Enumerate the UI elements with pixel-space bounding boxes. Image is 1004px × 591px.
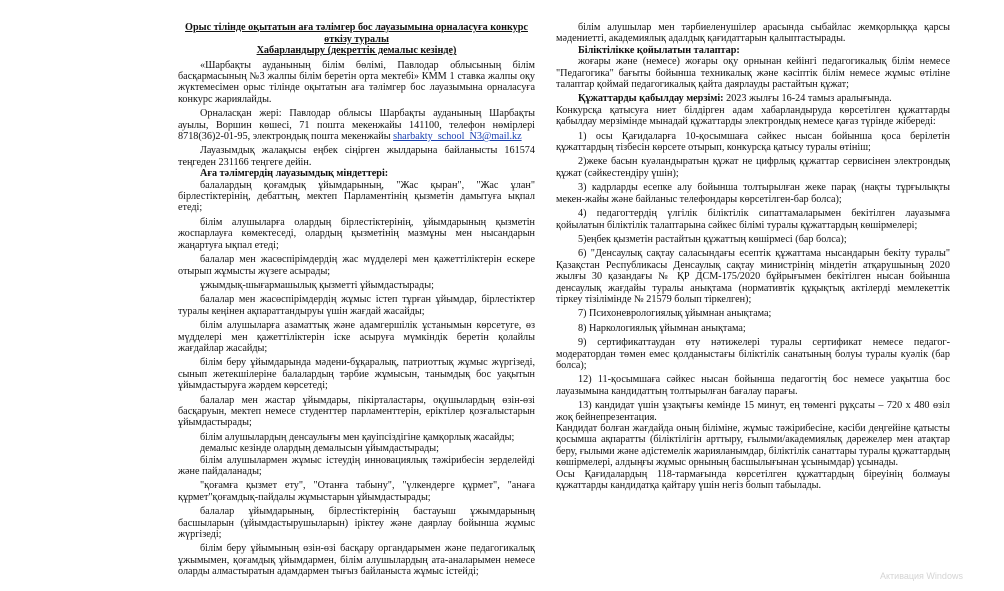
document-item: 4) педагогтердің үлгілік біліктілік сипаттамаларымен бекітілген лауазымға қойылатын біліктілік талаптарына сәйкес білімі туралы құжаттардың көшірмелері; <box>556 208 950 231</box>
right-column <box>556 22 950 491</box>
document-item: 9) сертификаттаудан өту нәтижелері туралы сертификат немесе педагог-модератордан төмен емес қолданыстағы біліктілік санатының болуы туралы куәлік (бар болса); <box>556 337 950 371</box>
duty-item: білім беру ұйымының өзін-өзі басқару органдарымен және педагогикалық ұжымымен, қоғамдық ұйымдармен, білім алушылардың ата-аналарымен немесе оларды алмастыратын адамдармен тығыз байланыста жұмыс істейді; <box>178 543 535 578</box>
location-text: Орналасқан жері: Павлодар облысы Шарбақты ауданының Шарбақты ауылы, Воршин көшесі, 71 пошта мекенжайы 141100, телефон нөмірлері 8718(36)2-01-95, электрондық пошта мекенжайы <box>178 108 535 143</box>
deadline-paragraph <box>556 93 950 104</box>
qualification-text: жоғары және (немесе) жоғары оқу орнынан кейінгі педагогикалық білім немесе "Педагогика" бағыты бойынша техникалық және кәсіптік білім немесе жұмыс өтіліне талаптар қоймай педагогикалық қайта даярлауды растайтын құжат; <box>556 56 950 91</box>
duty-item: білім алушыларға олардың бірлестіктерінің, ұйымдарының қызметін жоспарлауға көмектеседі, олардың қызметінің мазмұны мен нысандарын жаңартуға ықпал етеді; <box>178 216 535 251</box>
duty-item: балалар мен жастар ұйымдары, пікірталастары, оқушылардың өзін-өзі басқаруын, мектеп немесе студенттер парламенттерін, еріктілер қозғалыстарын ұйымдастырады; <box>178 394 535 429</box>
continuation-paragraph: білім алушылар мен тәрбиеленушілер арасында сыбайлас жемқорлыққа қарсы мәдениетті, академиялық адалдық қағидаттарын қалыптастырады. <box>556 22 950 45</box>
duty-item: "қоғамға қызмет ету", "Отанға табыну", "үлкендерге құрмет", "анаға құрмет"қоғамдық-пайдалы жұмыстарын ұйымдастырады; <box>178 480 535 503</box>
document-item: 3) кадрларды есепке алу бойынша толтырылған жеке парақ (нақты тұрғылықты мекен-жайы және байланыс телефондары көрсетілген-бар болса); <box>556 182 950 205</box>
announcement-title: Орыс тілінде оқытатын аға тәлімгер бос лауазымына орналасуға конкурс өткізу туралы <box>185 22 528 45</box>
duty-item: балалардың қоғамдық ұйымдарының, "Жас қыран", "Жас ұлан" бірлестіктерінің, дебаттың, мектеп Парламентінің қызметін дамытуға ықпал етеді; <box>178 179 535 214</box>
candidate-note: Кандидат болған жағдайда оның біліміне, жұмыс тәжірибесіне, кәсіби деңгейіне қатысты қосымша ақпаратты (біліктілігін арттыру, ғылыми/академиялық дәрежелер мен атақтар беру, ғылыми және әдістемелік жарияланымдар, біліктілік санаттары туралы құжаттардың көшірмелері, алдыңғы жұмыс орнының басшылығынан ұсынымдар) ұсынады. <box>556 423 950 469</box>
document-item: 1) осы Қағидаларға 10-қосымшаға сәйкес нысан бойынша қоса берілетін құжаттардың тізбесін көрсете отырып, конкурсқа қатысу туралы өтініш; <box>556 130 950 154</box>
email-link[interactable]: sharbakty_school_N3@mail.kz <box>393 131 522 143</box>
duty-item: білім алушыларға азаматтық және адамгершілік ұстанымын көрсетуге, өз мүдделері мен қажеттіліктерін іске асыруға мүмкіндік беретін қолайлы жағдайлар жасайды; <box>178 320 535 354</box>
location-paragraph <box>178 108 535 142</box>
intro-paragraph: «Шарбақты ауданының білім бөлімі, Павлодар облысының білім басқармасының №3 жалпы білім беретін орта мектебі» КММ 1 ставка жалпы оқу жүктемесімен орыс тілінде оқытатын аға тәлімгер бос лауазымына орналасуға конкурс жариялайды. <box>178 59 535 105</box>
document-item: 7) Психоневрологиялық ұйымнан анықтама; <box>578 308 772 320</box>
faint-watermark-text: Активация Windows <box>880 571 963 581</box>
announcement-subtitle: Хабарландыру (декреттік демалыс кезінде) <box>256 45 457 57</box>
document-item: 13) кандидат үшін ұзақтығы кемінде 15 минут, ең төменгі рұқсаты – 720 x 480 өзіл жоқ бейнепрезентация. <box>556 400 950 423</box>
duty-item: балалар мен жасөспірімдердің жұмыс істеп тұрған ұйымдар, бірлестіктер туралы кеңінен ақпараттандыруы үшін жағдай жасайды; <box>178 294 535 317</box>
document-item: 2)жеке басын куәландыратын құжат не цифрлық құжаттар сервисінен электрондық құжат (сәйкестендіру үшін); <box>556 156 950 179</box>
qualification-heading: Біліктілікке қойылатын талаптар: <box>578 44 740 56</box>
final-note: Осы Қағидалардың 118-тармағында көрсетілген құжаттардың біреуінің болмауы құжаттарды кандидатқа қайтару үшін негіз болып табылады. <box>556 468 950 492</box>
documents-list <box>556 131 950 423</box>
left-column <box>178 22 535 578</box>
duties-heading: Аға тәлімгердің лауазымдық міндеттері: <box>200 168 389 180</box>
deadline-value: 2023 жылғы 16-24 тамыз аралығында. <box>723 93 892 105</box>
duty-item: балалар мен жасөспірімдердің жас мүдделері мен қажеттіліктерін ескере отырып жұмысты жүзеге асырады; <box>178 254 535 277</box>
document-item: 5)еңбек қызметін растайтын құжаттың көшірмесі (бар болса); <box>578 233 847 245</box>
duty-item: балалар ұйымдарының, бірлестіктерінің бастауыш ұжымдарының басшыларын (ұйымдастырушыларын) іріктеу және даярлау бойынша жұмыс жүргізеді; <box>178 506 535 541</box>
duty-item: білім алушылармен жұмыс істеудің инновациялық тәжірибесін зерделейді және пайдаланады; <box>178 454 535 477</box>
documents-intro: Конкурсқа қатысуға ниет білдірген адам хабарландыруда көрсетілген құжаттарды қабылдау мерзімінде мынадай құжаттарды электрондық немесе қағаз түрінде жібереді: <box>556 104 950 128</box>
document-item: 8) Наркологиялық ұйымнан анықтама; <box>578 322 746 334</box>
document-item: 6) "Денсаулық сақтау саласындағы есептік құжаттама нысандарын бекіту туралы" Қазақстан Республикасы Денсаулық сақтау министрінің міндетін атқарушының 2020 жылғы 30 қазандағы № ҚР ДСМ-175/2020 бұйрығымен бекітілген нысан бойынша денсаулық жағдайы туралы анықтама (нормативтік құқықтық актілерді мемлекеттік тіркеу тізілімінде № 21579 болып тіркелген); <box>556 248 950 305</box>
deadline-label: Құжаттарды қабылдау мерзімі: <box>578 93 724 105</box>
duty-item: білім алушылардың денсаулығы мен қауіпсіздігіне қамқорлық жасайды; <box>200 431 515 443</box>
duty-item: ұжымдық-шығармашылық қызметті ұйымдастырады; <box>200 279 434 291</box>
document-item: 12) 11-қосымшаға сәйкес нысан бойынша педагогтің бос немесе уақытша бос лауазымына кандидаттың толтырылған бағалау парағы. <box>556 374 950 397</box>
duties-list <box>178 180 535 578</box>
duty-item: демалыс кезінде олардың демалысын ұйымдастырады; <box>200 443 439 455</box>
salary-paragraph: Лауазымдық жалақысы еңбек сіңірген жылдарына байланысты 161574 теңгеден 231166 теңгеге дейін. <box>178 145 535 168</box>
duty-item: білім беру ұйымдарында мәдени-бұқаралық, патриоттық жұмыс жүргізеді, сынып жетекшілеріне балалардың тәрбие жұмысын, танымдық бос уақытын ұйымдастыруға жәрдем көрсетеді; <box>178 357 535 392</box>
